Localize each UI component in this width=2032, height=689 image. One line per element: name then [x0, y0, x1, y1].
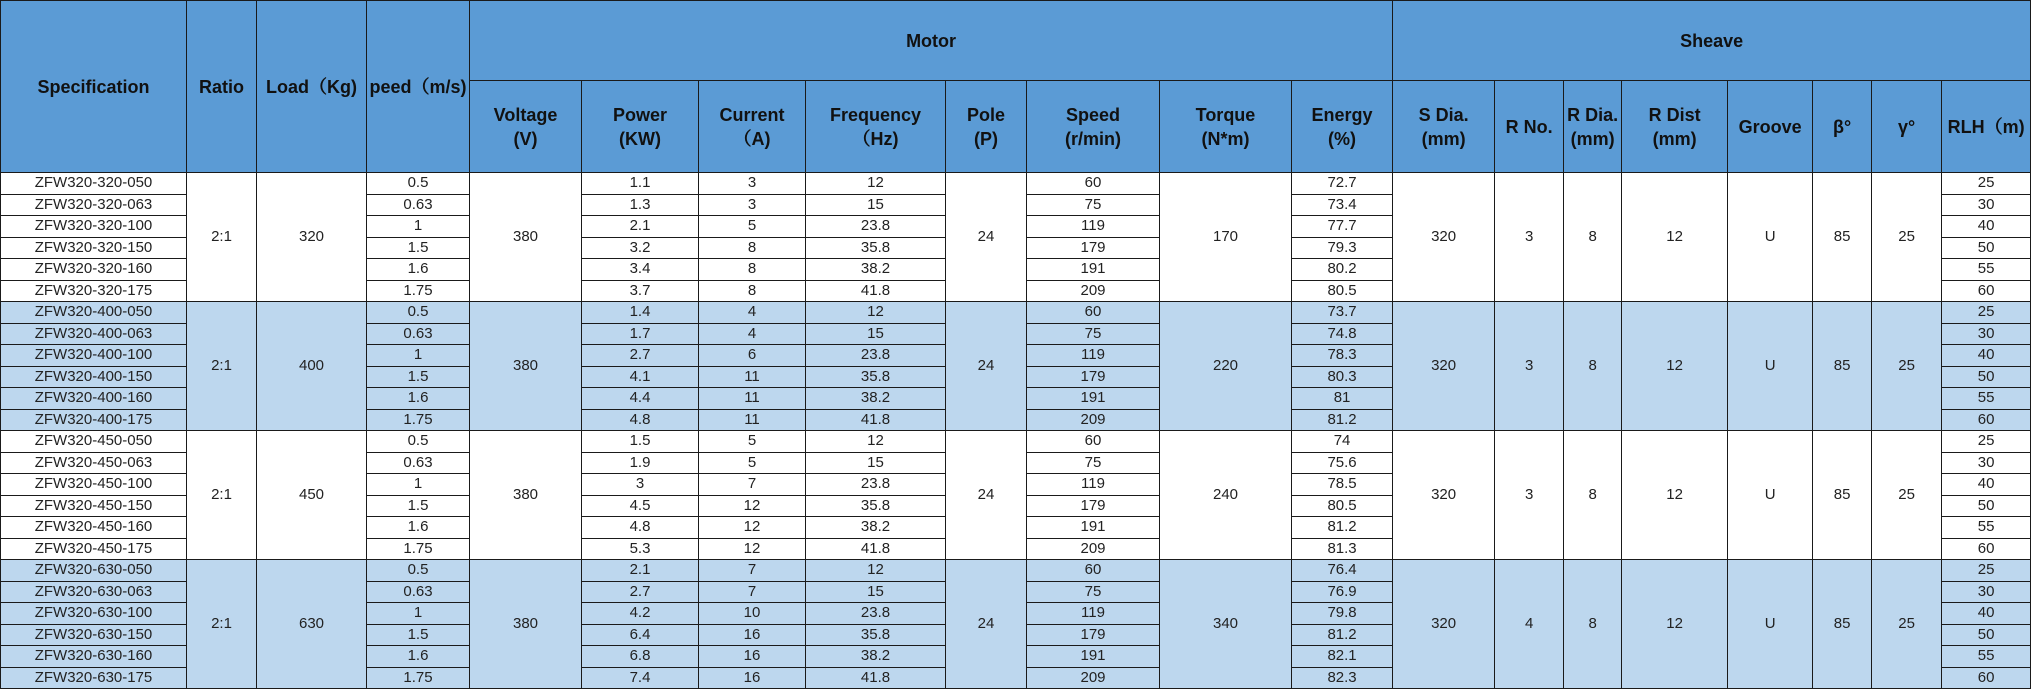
- rlh-cell: 40: [1942, 603, 2031, 625]
- header-s-dia-unit: (mm): [1421, 128, 1466, 149]
- load-cell: 450: [257, 431, 367, 560]
- frequency-cell: 41.8: [806, 538, 946, 560]
- frequency-cell: 23.8: [806, 603, 946, 625]
- speed-cell: 1.6: [367, 646, 470, 668]
- spec-cell: ZFW320-630-160: [1, 646, 187, 668]
- speed-cell: 1.6: [367, 388, 470, 410]
- header-torque-label: Torque: [1195, 104, 1256, 125]
- frequency-cell: 41.8: [806, 280, 946, 302]
- energy-cell: 80.5: [1292, 495, 1393, 517]
- header-groove: Groove: [1728, 81, 1813, 173]
- frequency-cell: 15: [806, 581, 946, 603]
- speed-cell: 0.63: [367, 581, 470, 603]
- rlh-cell: 30: [1942, 194, 2031, 216]
- energy-cell: 80.3: [1292, 366, 1393, 388]
- rlh-cell: 60: [1942, 667, 2031, 689]
- header-specification: Specification: [1, 1, 187, 173]
- spec-cell: ZFW320-320-063: [1, 194, 187, 216]
- rlh-cell: 60: [1942, 280, 2031, 302]
- speed-cell: 0.63: [367, 452, 470, 474]
- spec-cell: ZFW320-400-100: [1, 345, 187, 367]
- current-cell: 12: [699, 495, 806, 517]
- motor-speed-cell: 119: [1027, 474, 1160, 496]
- motor-speed-cell: 60: [1027, 173, 1160, 195]
- speed-cell: 1: [367, 345, 470, 367]
- current-cell: 11: [699, 409, 806, 431]
- frequency-cell: 15: [806, 452, 946, 474]
- current-cell: 7: [699, 581, 806, 603]
- ratio-cell: 2:1: [187, 173, 257, 302]
- motor-speed-cell: 209: [1027, 667, 1160, 689]
- frequency-cell: 23.8: [806, 345, 946, 367]
- frequency-cell: 35.8: [806, 366, 946, 388]
- current-cell: 16: [699, 624, 806, 646]
- table-row: [1, 560, 2031, 582]
- current-cell: 16: [699, 646, 806, 668]
- spec-cell: ZFW320-320-100: [1, 216, 187, 238]
- energy-cell: 82.3: [1292, 667, 1393, 689]
- table-row: [1, 431, 2031, 453]
- power-cell: 2.7: [582, 345, 699, 367]
- power-cell: 1.9: [582, 452, 699, 474]
- header-motor-speed-label: Speed: [1065, 104, 1121, 125]
- motor-speed-cell: 209: [1027, 409, 1160, 431]
- header-pole-label: Pole: [966, 104, 1005, 125]
- rlh-cell: 50: [1942, 624, 2031, 646]
- motor-speed-cell: 191: [1027, 517, 1160, 539]
- header-current-unit: （A): [733, 128, 771, 149]
- rlh-cell: 50: [1942, 495, 2031, 517]
- pole-cell: 24: [946, 431, 1027, 560]
- pole-cell: 24: [946, 302, 1027, 431]
- speed-cell: 0.5: [367, 302, 470, 324]
- power-cell: 6.8: [582, 646, 699, 668]
- r-dia-cell: 8: [1564, 431, 1622, 560]
- r-dia-cell: 8: [1564, 173, 1622, 302]
- ratio-cell: 2:1: [187, 431, 257, 560]
- energy-cell: 74: [1292, 431, 1393, 453]
- speed-cell: 0.63: [367, 323, 470, 345]
- spec-cell: ZFW320-320-150: [1, 237, 187, 259]
- speed-cell: 1.75: [367, 280, 470, 302]
- power-cell: 4.5: [582, 495, 699, 517]
- header-load: Load（Kg): [257, 1, 367, 173]
- current-cell: 4: [699, 323, 806, 345]
- speed-cell: 1: [367, 603, 470, 625]
- r-dia-cell: 8: [1564, 560, 1622, 689]
- energy-cell: 73.7: [1292, 302, 1393, 324]
- energy-cell: 76.9: [1292, 581, 1393, 603]
- header-current: [699, 81, 806, 173]
- power-cell: 3: [582, 474, 699, 496]
- header-frequency-label: Frequency: [829, 104, 922, 125]
- header-torque: [1160, 81, 1292, 173]
- header-row-top: [1, 1, 2031, 81]
- current-cell: 6: [699, 345, 806, 367]
- header-energy-label: Energy: [1311, 104, 1373, 125]
- rlh-cell: 25: [1942, 560, 2031, 582]
- header-r-dia: [1564, 81, 1622, 173]
- groove-cell: U: [1728, 431, 1813, 560]
- groove-cell: U: [1728, 173, 1813, 302]
- energy-cell: 77.7: [1292, 216, 1393, 238]
- pole-cell: 24: [946, 560, 1027, 689]
- header-sheave-group: Sheave: [1393, 1, 2031, 81]
- gamma-cell: 25: [1872, 431, 1942, 560]
- pole-cell: 24: [946, 173, 1027, 302]
- torque-cell: 240: [1160, 431, 1292, 560]
- spec-cell: ZFW320-630-100: [1, 603, 187, 625]
- motor-speed-cell: 119: [1027, 216, 1160, 238]
- header-power-unit: (KW): [619, 128, 661, 149]
- energy-cell: 81: [1292, 388, 1393, 410]
- energy-cell: 78.3: [1292, 345, 1393, 367]
- frequency-cell: 35.8: [806, 495, 946, 517]
- current-cell: 10: [699, 603, 806, 625]
- current-cell: 3: [699, 173, 806, 195]
- spec-cell: ZFW320-450-050: [1, 431, 187, 453]
- spec-cell: ZFW320-400-063: [1, 323, 187, 345]
- current-cell: 7: [699, 474, 806, 496]
- power-cell: 7.4: [582, 667, 699, 689]
- power-cell: 1.1: [582, 173, 699, 195]
- motor-speed-cell: 119: [1027, 603, 1160, 625]
- spec-cell: ZFW320-320-160: [1, 259, 187, 281]
- motor-speed-cell: 179: [1027, 237, 1160, 259]
- header-r-dist: [1622, 81, 1728, 173]
- header-motor-group: Motor: [470, 1, 1393, 81]
- r-dist-cell: 12: [1622, 431, 1728, 560]
- table-row: [1, 302, 2031, 324]
- power-cell: 4.8: [582, 517, 699, 539]
- spec-cell: ZFW320-630-063: [1, 581, 187, 603]
- header-current-label: Current: [719, 104, 785, 125]
- header-motor-speed-unit: (r/min): [1065, 128, 1121, 149]
- r-dist-cell: 12: [1622, 302, 1728, 431]
- frequency-cell: 12: [806, 173, 946, 195]
- motor-speed-cell: 191: [1027, 388, 1160, 410]
- frequency-cell: 12: [806, 302, 946, 324]
- header-pole: [946, 81, 1027, 173]
- speed-cell: 1.75: [367, 667, 470, 689]
- speed-cell: 1.5: [367, 237, 470, 259]
- current-cell: 11: [699, 388, 806, 410]
- spec-cell: ZFW320-450-175: [1, 538, 187, 560]
- current-cell: 8: [699, 280, 806, 302]
- frequency-cell: 41.8: [806, 667, 946, 689]
- spec-cell: ZFW320-400-050: [1, 302, 187, 324]
- energy-cell: 76.4: [1292, 560, 1393, 582]
- motor-speed-cell: 75: [1027, 323, 1160, 345]
- groove-cell: U: [1728, 302, 1813, 431]
- motor-speed-cell: 179: [1027, 366, 1160, 388]
- s-dia-cell: 320: [1393, 560, 1495, 689]
- frequency-cell: 15: [806, 323, 946, 345]
- current-cell: 16: [699, 667, 806, 689]
- power-cell: 2.1: [582, 560, 699, 582]
- header-r-no: R No.: [1495, 81, 1564, 173]
- ratio-cell: 2:1: [187, 302, 257, 431]
- power-cell: 4.2: [582, 603, 699, 625]
- header-voltage-label: Voltage: [493, 104, 558, 125]
- header-ratio: Ratio: [187, 1, 257, 173]
- energy-cell: 75.6: [1292, 452, 1393, 474]
- header-frequency: [806, 81, 946, 173]
- torque-cell: 220: [1160, 302, 1292, 431]
- s-dia-cell: 320: [1393, 173, 1495, 302]
- header-energy: [1292, 81, 1393, 173]
- header-s-dia: [1393, 81, 1495, 173]
- motor-speed-cell: 60: [1027, 431, 1160, 453]
- motor-speed-cell: 179: [1027, 624, 1160, 646]
- beta-cell: 85: [1813, 431, 1872, 560]
- current-cell: 3: [699, 194, 806, 216]
- spec-table-body: [1, 173, 2031, 689]
- header-voltage-unit: (V): [513, 128, 538, 149]
- current-cell: 8: [699, 237, 806, 259]
- header-frequency-unit: （Hz): [852, 128, 899, 149]
- header-motor-speed: [1027, 81, 1160, 173]
- spec-cell: ZFW320-450-100: [1, 474, 187, 496]
- current-cell: 8: [699, 259, 806, 281]
- header-pole-unit: (P): [974, 128, 998, 149]
- motor-speed-cell: 60: [1027, 560, 1160, 582]
- beta-cell: 85: [1813, 560, 1872, 689]
- energy-cell: 79.8: [1292, 603, 1393, 625]
- rlh-cell: 60: [1942, 538, 2031, 560]
- header-power-label: Power: [612, 104, 668, 125]
- torque-cell: 340: [1160, 560, 1292, 689]
- speed-cell: 0.5: [367, 173, 470, 195]
- frequency-cell: 38.2: [806, 646, 946, 668]
- spec-cell: ZFW320-630-050: [1, 560, 187, 582]
- voltage-cell: 380: [470, 173, 582, 302]
- rlh-cell: 30: [1942, 452, 2031, 474]
- rlh-cell: 60: [1942, 409, 2031, 431]
- header-gamma: γ°: [1872, 81, 1942, 173]
- energy-cell: 81.2: [1292, 624, 1393, 646]
- power-cell: 3.4: [582, 259, 699, 281]
- power-cell: 1.7: [582, 323, 699, 345]
- rlh-cell: 55: [1942, 259, 2031, 281]
- speed-cell: 1.6: [367, 259, 470, 281]
- speed-cell: 1.5: [367, 366, 470, 388]
- frequency-cell: 12: [806, 560, 946, 582]
- rlh-cell: 25: [1942, 173, 2031, 195]
- frequency-cell: 15: [806, 194, 946, 216]
- load-cell: 320: [257, 173, 367, 302]
- motor-speed-cell: 191: [1027, 259, 1160, 281]
- rlh-cell: 55: [1942, 646, 2031, 668]
- rlh-cell: 40: [1942, 216, 2031, 238]
- s-dia-cell: 320: [1393, 302, 1495, 431]
- motor-speed-cell: 75: [1027, 581, 1160, 603]
- rlh-cell: 40: [1942, 474, 2031, 496]
- current-cell: 4: [699, 302, 806, 324]
- current-cell: 5: [699, 431, 806, 453]
- power-cell: 4.4: [582, 388, 699, 410]
- r-dist-cell: 12: [1622, 560, 1728, 689]
- ratio-cell: 2:1: [187, 560, 257, 689]
- energy-cell: 81.2: [1292, 517, 1393, 539]
- speed-cell: 1: [367, 474, 470, 496]
- header-torque-unit: (N*m): [1201, 128, 1250, 149]
- header-r-dia-label: R Dia.: [1567, 104, 1619, 125]
- motor-speed-cell: 75: [1027, 194, 1160, 216]
- rlh-cell: 30: [1942, 323, 2031, 345]
- rlh-cell: 55: [1942, 517, 2031, 539]
- motor-speed-cell: 60: [1027, 302, 1160, 324]
- header-rlh: RLH（m): [1942, 81, 2031, 173]
- energy-cell: 82.1: [1292, 646, 1393, 668]
- rlh-cell: 30: [1942, 581, 2031, 603]
- energy-cell: 74.8: [1292, 323, 1393, 345]
- current-cell: 11: [699, 366, 806, 388]
- current-cell: 5: [699, 452, 806, 474]
- torque-cell: 170: [1160, 173, 1292, 302]
- header-r-dia-unit: (mm): [1570, 128, 1615, 149]
- speed-cell: 1.75: [367, 409, 470, 431]
- rlh-cell: 50: [1942, 366, 2031, 388]
- load-cell: 400: [257, 302, 367, 431]
- header-voltage: [470, 81, 582, 173]
- spec-cell: ZFW320-450-063: [1, 452, 187, 474]
- rlh-cell: 25: [1942, 302, 2031, 324]
- header-speed: peed（m/s): [367, 1, 470, 173]
- speed-cell: 0.5: [367, 560, 470, 582]
- current-cell: 5: [699, 216, 806, 238]
- spec-cell: ZFW320-450-150: [1, 495, 187, 517]
- rlh-cell: 50: [1942, 237, 2031, 259]
- r-no-cell: 3: [1495, 173, 1564, 302]
- current-cell: 12: [699, 517, 806, 539]
- energy-cell: 80.2: [1292, 259, 1393, 281]
- energy-cell: 81.2: [1292, 409, 1393, 431]
- speed-cell: 0.63: [367, 194, 470, 216]
- gamma-cell: 25: [1872, 302, 1942, 431]
- r-no-cell: 3: [1495, 302, 1564, 431]
- energy-cell: 72.7: [1292, 173, 1393, 195]
- spec-cell: ZFW320-400-175: [1, 409, 187, 431]
- spec-cell: ZFW320-630-175: [1, 667, 187, 689]
- speed-cell: 1.6: [367, 517, 470, 539]
- frequency-cell: 23.8: [806, 216, 946, 238]
- groove-cell: U: [1728, 560, 1813, 689]
- voltage-cell: 380: [470, 302, 582, 431]
- voltage-cell: 380: [470, 431, 582, 560]
- energy-cell: 81.3: [1292, 538, 1393, 560]
- header-r-dist-label: R Dist: [1648, 104, 1701, 125]
- frequency-cell: 41.8: [806, 409, 946, 431]
- power-cell: 4.1: [582, 366, 699, 388]
- header-r-dist-unit: (mm): [1652, 128, 1697, 149]
- motor-speed-cell: 75: [1027, 452, 1160, 474]
- motor-speed-cell: 179: [1027, 495, 1160, 517]
- power-cell: 4.8: [582, 409, 699, 431]
- speed-cell: 1.5: [367, 495, 470, 517]
- power-cell: 1.3: [582, 194, 699, 216]
- energy-cell: 78.5: [1292, 474, 1393, 496]
- spec-cell: ZFW320-450-160: [1, 517, 187, 539]
- energy-cell: 79.3: [1292, 237, 1393, 259]
- frequency-cell: 12: [806, 431, 946, 453]
- r-no-cell: 3: [1495, 431, 1564, 560]
- frequency-cell: 35.8: [806, 237, 946, 259]
- power-cell: 1.4: [582, 302, 699, 324]
- header-power: [582, 81, 699, 173]
- spec-cell: ZFW320-320-050: [1, 173, 187, 195]
- voltage-cell: 380: [470, 560, 582, 689]
- motor-speed-cell: 191: [1027, 646, 1160, 668]
- rlh-cell: 40: [1942, 345, 2031, 367]
- spec-cell: ZFW320-400-150: [1, 366, 187, 388]
- power-cell: 2.1: [582, 216, 699, 238]
- frequency-cell: 23.8: [806, 474, 946, 496]
- load-cell: 630: [257, 560, 367, 689]
- frequency-cell: 38.2: [806, 388, 946, 410]
- energy-cell: 73.4: [1292, 194, 1393, 216]
- frequency-cell: 38.2: [806, 259, 946, 281]
- rlh-cell: 55: [1942, 388, 2031, 410]
- power-cell: 5.3: [582, 538, 699, 560]
- header-s-dia-label: S Dia.: [1418, 104, 1469, 125]
- speed-cell: 0.5: [367, 431, 470, 453]
- motor-speed-cell: 119: [1027, 345, 1160, 367]
- power-cell: 2.7: [582, 581, 699, 603]
- power-cell: 6.4: [582, 624, 699, 646]
- r-dia-cell: 8: [1564, 302, 1622, 431]
- motor-speed-cell: 209: [1027, 538, 1160, 560]
- power-cell: 1.5: [582, 431, 699, 453]
- energy-cell: 80.5: [1292, 280, 1393, 302]
- spec-cell: ZFW320-630-150: [1, 624, 187, 646]
- gamma-cell: 25: [1872, 173, 1942, 302]
- header-beta: β°: [1813, 81, 1872, 173]
- power-cell: 3.2: [582, 237, 699, 259]
- current-cell: 12: [699, 538, 806, 560]
- beta-cell: 85: [1813, 173, 1872, 302]
- speed-cell: 1: [367, 216, 470, 238]
- spec-cell: ZFW320-400-160: [1, 388, 187, 410]
- r-dist-cell: 12: [1622, 173, 1728, 302]
- header-energy-unit: (%): [1328, 128, 1357, 149]
- frequency-cell: 38.2: [806, 517, 946, 539]
- speed-cell: 1.5: [367, 624, 470, 646]
- power-cell: 3.7: [582, 280, 699, 302]
- beta-cell: 85: [1813, 302, 1872, 431]
- table-row: [1, 173, 2031, 195]
- current-cell: 7: [699, 560, 806, 582]
- speed-cell: 1.75: [367, 538, 470, 560]
- s-dia-cell: 320: [1393, 431, 1495, 560]
- r-no-cell: 4: [1495, 560, 1564, 689]
- gamma-cell: 25: [1872, 560, 1942, 689]
- frequency-cell: 35.8: [806, 624, 946, 646]
- rlh-cell: 25: [1942, 431, 2031, 453]
- motor-speed-cell: 209: [1027, 280, 1160, 302]
- spec-cell: ZFW320-320-175: [1, 280, 187, 302]
